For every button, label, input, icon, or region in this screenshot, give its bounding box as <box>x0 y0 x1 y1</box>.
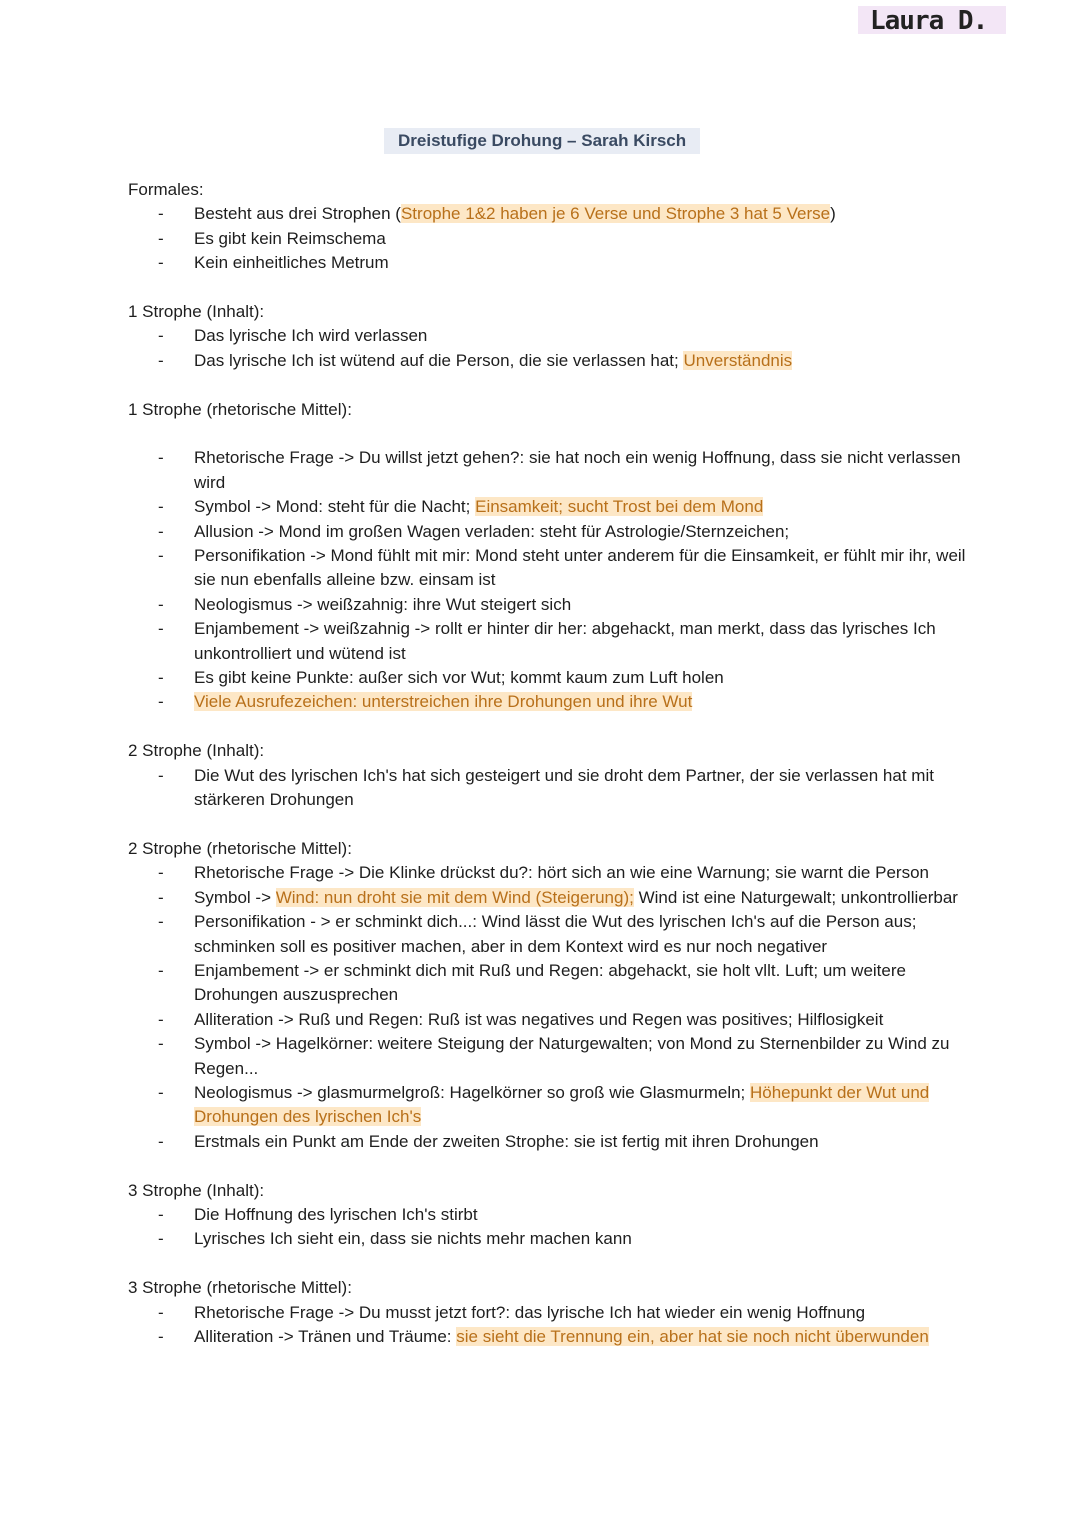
section-strophe3-mittel <box>128 1276 968 1349</box>
bullet-list <box>128 764 968 813</box>
list-item: - Symbol -> Wind: nun droht sie mit dem Wind (Steigerung); Wind ist eine Naturgewalt; unkontrollierbar <box>128 886 968 910</box>
highlight: Strophe 1&2 haben je 6 Verse und Strophe 3 hat 5 Verse <box>400 204 831 224</box>
list-item: - Symbol -> Hagelkörner: weitere Steigung der Naturgewalten; von Mond zu Sternenbilder zu Wind zu Regen... <box>128 1032 968 1081</box>
list-item: - Die Hoffnung des lyrischen Ich's stirbt <box>128 1203 968 1227</box>
list-item: - Alliteration -> Ruß und Regen: Ruß ist was negatives und Regen was positives; Hilflosigkeit <box>128 1008 968 1032</box>
list-item: - Besteht aus drei Strophen (Strophe 1&2 haben je 6 Verse und Strophe 3 hat 5 Verse) <box>128 202 968 226</box>
list-item: - Personifikation - > er schminkt dich...: Wind lässt die Wut des lyrischen Ich's auf die Person aus; schminken soll es positiver machen, aber in dem Kontext wird es nur noch negativer <box>128 910 968 959</box>
section-strophe2-mittel <box>128 837 968 1154</box>
section-strophe1-inhalt <box>128 300 968 373</box>
highlight: Wind: nun droht sie mit dem Wind (Steigerung); <box>275 887 634 907</box>
list-item: - Rhetorische Frage -> Die Klinke drückst du?: hört sich an wie eine Warnung; sie warnt die Person <box>128 861 968 885</box>
highlight: Unverständnis <box>683 350 793 370</box>
list-item: - Lyrisches Ich sieht ein, dass sie nichts mehr machen kann <box>128 1227 968 1251</box>
section-heading: 2 Strophe (rhetorische Mittel): <box>128 838 352 858</box>
list-item: - Neologismus -> glasmurmelgroß: Hagelkörner so groß wie Glasmurmeln; Höhepunkt der Wut und Drohungen des lyrischen Ich's <box>128 1081 968 1130</box>
section-formales <box>128 178 968 276</box>
bullet-list <box>128 324 968 373</box>
highlight: Höhepunkt der Wut und Drohungen des lyrischen Ich's <box>194 1082 930 1127</box>
bullet-list <box>128 1301 968 1350</box>
notes-body <box>128 178 968 1374</box>
list-item: - Rhetorische Frage -> Du willst jetzt gehen?: sie hat noch ein wenig Hoffnung, dass sie nicht verlassen wird <box>128 446 968 495</box>
section-heading: 1 Strophe (Inhalt): <box>128 302 265 322</box>
list-item: - Neologismus -> weißzahnig: ihre Wut steigert sich <box>128 593 968 617</box>
highlight: sie sieht die Trennung ein, aber hat sie noch nicht überwunden <box>456 1326 929 1346</box>
section-strophe2-inhalt <box>128 739 968 812</box>
section-strophe3-inhalt <box>128 1179 968 1252</box>
list-item: - Es gibt kein Reimschema <box>128 227 968 251</box>
list-item: - Erstmals ein Punkt am Ende der zweiten Strophe: sie ist fertig mit ihren Drohungen <box>128 1130 968 1154</box>
bullet-list <box>128 1203 968 1252</box>
list-item: - Das lyrische Ich wird verlassen <box>128 324 968 348</box>
list-item: - Kein einheitliches Metrum <box>128 251 968 275</box>
section-heading: 3 Strophe (rhetorische Mittel): <box>128 1278 352 1298</box>
section-heading: Formales: <box>128 180 204 199</box>
bullet-list <box>128 446 968 714</box>
section-heading: 1 Strophe (rhetorische Mittel): <box>128 399 352 419</box>
list-item: - Allusion -> Mond im großen Wagen verladen: steht für Astrologie/Sternzeichen; <box>128 520 968 544</box>
bullet-list <box>128 202 968 275</box>
list-item: - Alliteration -> Tränen und Träume: sie sieht die Trennung ein, aber hat sie noch nicht überwunden <box>128 1325 968 1349</box>
highlight: Viele Ausrufezeichen: unterstreichen ihre Drohungen und ihre Wut <box>194 692 693 712</box>
list-item: - Die Wut des lyrischen Ich's hat sich gesteigert und sie droht dem Partner, der sie verlassen hat mit stärkeren Drohungen <box>128 764 968 813</box>
author-name: Laura D. <box>858 6 1006 34</box>
highlight: Einsamkeit; sucht Trost bei dem Mond <box>475 497 764 517</box>
document-title: Dreistufige Drohung – Sarah Kirsch <box>384 128 700 154</box>
section-strophe1-mittel <box>128 398 968 715</box>
section-heading: 3 Strophe (Inhalt): <box>128 1180 265 1200</box>
list-item: - Es gibt keine Punkte: außer sich vor Wut; kommt kaum zum Luft holen <box>128 666 968 690</box>
list-item: - Personifikation -> Mond fühlt mit mir: Mond steht unter anderem für die Einsamkeit, er fühlt mir ihr, weil sie nun ebenfalls alleine bzw. einsam ist <box>128 544 968 593</box>
list-item: - Enjambement -> er schminkt dich mit Ruß und Regen: abgehackt, sie holt vllt. Luft; um weitere Drohungen auszusprechen <box>128 959 968 1008</box>
list-item <box>128 690 968 714</box>
list-item: - Enjambement -> weißzahnig -> rollt er hinter dir her: abgehackt, man merkt, dass das lyrisches Ich unkontrolliert und wütend ist <box>128 617 968 666</box>
bullet-list <box>128 861 968 1154</box>
list-item: - Rhetorische Frage -> Du musst jetzt fort?: das lyrische Ich hat wieder ein wenig Hoffnung <box>128 1301 968 1325</box>
list-item: - Das lyrische Ich ist wütend auf die Person, die sie verlassen hat; Unverständnis <box>128 349 968 373</box>
list-item: - Symbol -> Mond: steht für die Nacht; Einsamkeit; sucht Trost bei dem Mond <box>128 495 968 519</box>
section-heading: 2 Strophe (Inhalt): <box>128 741 265 761</box>
